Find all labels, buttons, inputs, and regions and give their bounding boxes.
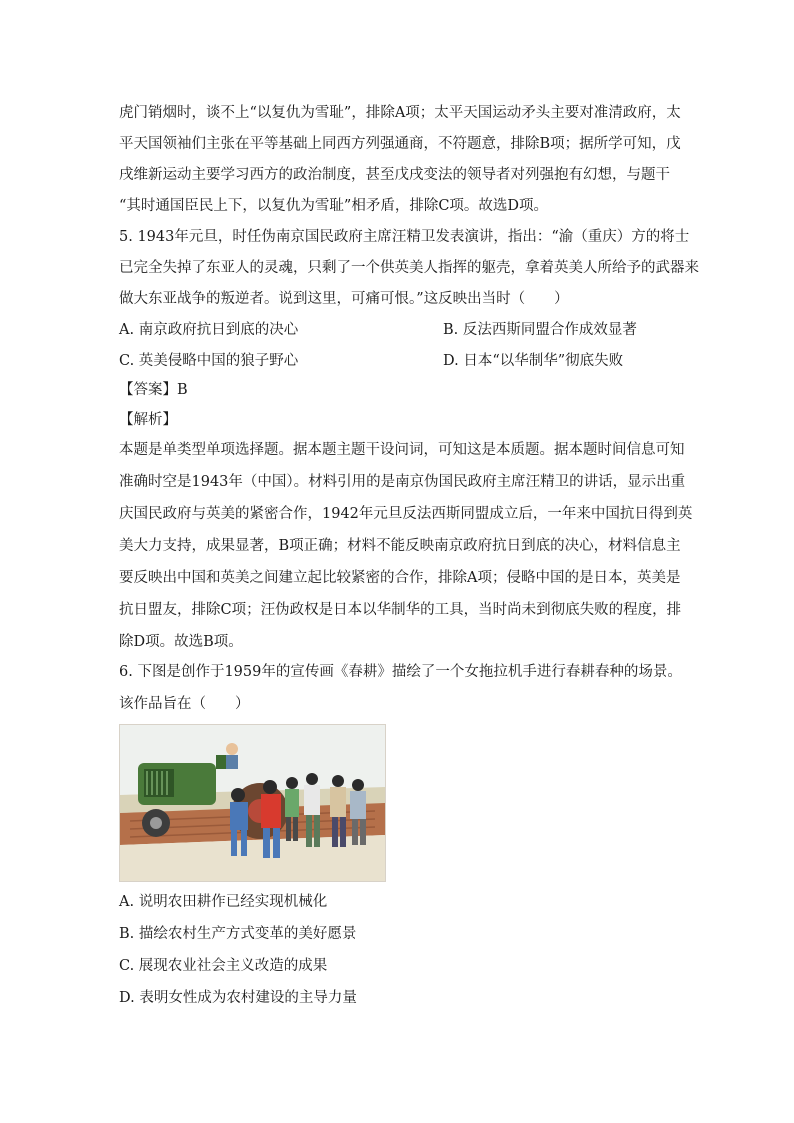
q5-option-c: C. 英美侵略中国的狼子野心	[119, 353, 299, 369]
q5-analysis-line-4: 美大力支持，成果显著，B项正确；材料不能反映南京政府抗日到底的决心，材料信息主	[119, 538, 681, 554]
q5-analysis-heading: 【解析】	[119, 412, 177, 428]
q6-option-c: C. 展现农业社会主义改造的成果	[119, 958, 328, 974]
q5-analysis-line-1: 本题是单类型单项选择题。据本题主题干设问词，可知这是本质题。据本题时间信息可知	[119, 442, 685, 458]
q4-analysis-line-4: “其时通国臣民上下，以复仇为雪耻”相矛盾，排除C项。故选D项。	[119, 198, 549, 214]
q5-stem-line-2: 已完全失掉了东亚人的灵魂，只剩了一个供英美人指挥的躯壳，拿着英美人所给予的武器来	[119, 260, 699, 276]
spring-plowing-poster-image	[119, 724, 386, 882]
q6-option-b: B. 描绘农村生产方式变革的美好愿景	[119, 926, 357, 942]
q5-option-d: D. 日本“以华制华”彻底失败	[443, 353, 624, 369]
q5-analysis-line-6: 抗日盟友，排除C项；汪伪政权是日本以华制华的工具，当时尚未到彻底失败的程度，排	[119, 602, 682, 618]
q5-analysis-line-3: 庆国民政府与英美的紧密合作，1942年元旦反法西斯同盟成立后，一年来中国抗日得到英	[119, 506, 693, 522]
q4-analysis-line-2: 平天国领袖们主张在平等基础上同西方列强通商，不符题意，排除B项；据所学可知，戊	[119, 136, 681, 152]
q6-stem-line-2: 该作品旨在（ ）	[119, 696, 250, 712]
q6-option-a: A. 说明农田耕作已经实现机械化	[119, 894, 328, 910]
q5-option-a: A. 南京政府抗日到底的决心	[119, 322, 299, 338]
q5-stem-line-1: 5. 1943年元旦，时任伪南京国民政府主席汪精卫发表演讲，指出：“渝（重庆）方的将士	[119, 229, 690, 245]
q5-analysis-line-2: 准确时空是1943年（中国）。材料引用的是南京伪国民政府主席汪精卫的讲话，显示出重	[119, 474, 686, 490]
q5-analysis-line-5: 要反映出中国和英美之间建立起比较紧密的合作，排除A项；侵略中国的是日本，英美是	[119, 570, 681, 586]
q5-analysis-line-7: 除D项。故选B项。	[119, 634, 243, 650]
q5-answer: 【答案】B	[119, 382, 188, 398]
q4-analysis-line-1: 虎门销烟时，谈不上“以复仇为雪耻”，排除A项；太平天国运动矛头主要对准清政府，太	[119, 105, 681, 121]
q6-stem-line-1: 6. 下图是创作于1959年的宣传画《春耕》描绘了一个女拖拉机手进行春耕春种的场景。	[119, 664, 682, 680]
q5-stem-line-3: 做大东亚战争的叛逆者。说到这里，可痛可恨。”这反映出当时（ ）	[119, 291, 569, 307]
q6-option-d: D. 表明女性成为农村建设的主导力量	[119, 990, 357, 1006]
q4-analysis-line-3: 戌维新运动主要学习西方的政治制度，甚至戊戌变法的领导者对列强抱有幻想，与题干	[119, 167, 670, 183]
q5-option-b: B. 反法西斯同盟合作成效显著	[443, 322, 637, 338]
